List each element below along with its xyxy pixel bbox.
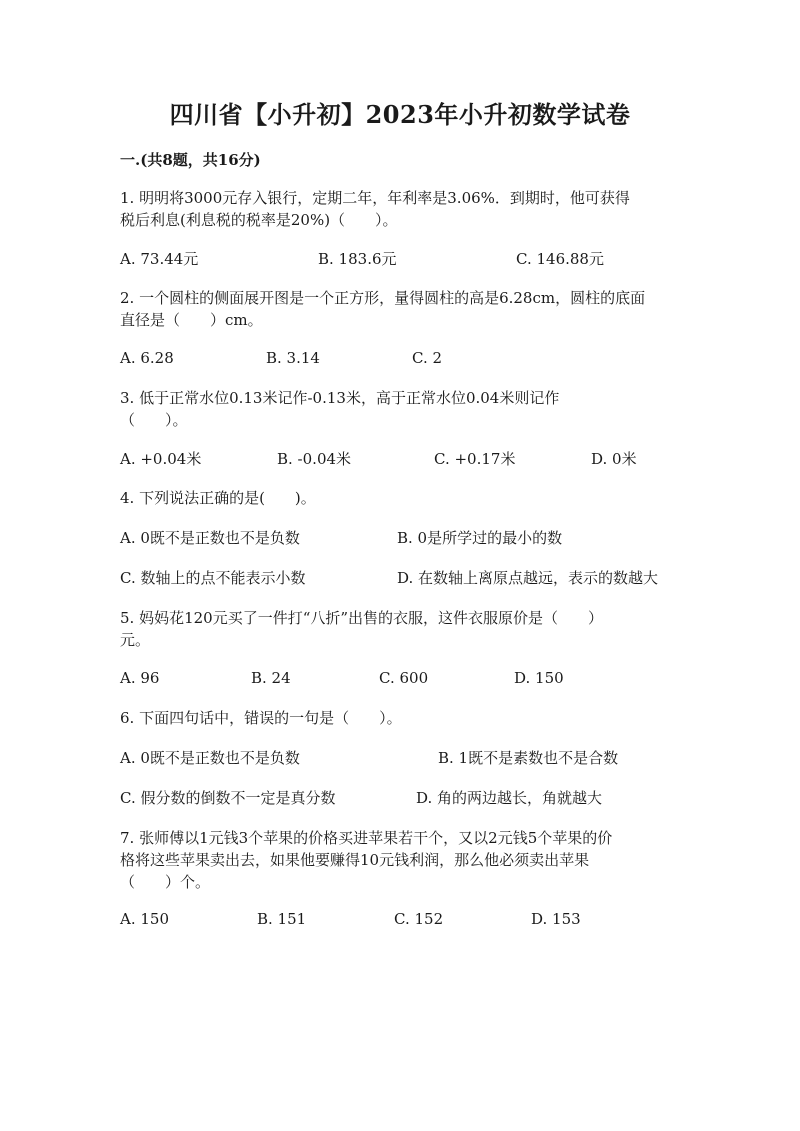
option-b: B. 3.14: [266, 349, 320, 367]
option-a: A. 6.28: [120, 349, 174, 367]
option-c: C. 600: [379, 669, 429, 687]
option-a: A. 96: [120, 669, 160, 687]
option-d: D. 角的两边越长，角就越大: [416, 789, 603, 807]
options-row: [120, 567, 720, 589]
question-line: 元。: [120, 631, 151, 649]
question-3: [120, 387, 680, 431]
option-a: A. 0既不是正数也不是负数: [120, 529, 300, 547]
question-line: 6. 下面四句话中，错误的一句是（ ）。: [120, 709, 402, 727]
question-1: [120, 187, 680, 231]
question-4: [120, 487, 680, 509]
options-row: [120, 747, 720, 769]
question-line: 税后利息(利息税的税率是20%)（ ）。: [120, 211, 398, 229]
option-c: C. 152: [394, 910, 444, 928]
question-line: 5. 妈妈花120元买了一件打“八折”出售的衣服，这件衣服原价是（ ）: [120, 609, 604, 627]
option-b: B. 1既不是素数也不是合数: [438, 749, 619, 767]
option-a: A. +0.04米: [120, 450, 202, 468]
options-row: [120, 787, 720, 809]
option-c: C. 数轴上的点不能表示小数: [120, 569, 306, 587]
option-d: D. 150: [514, 669, 564, 687]
option-c: C. +0.17米: [434, 450, 516, 468]
page-title: 四川省【小升初】2023年小升初数学试卷: [169, 100, 631, 129]
option-d: D. 0米: [591, 450, 637, 468]
question-line: 直径是（ ）cm。: [120, 311, 263, 329]
options-row: [120, 527, 720, 549]
option-d: D. 在数轴上离原点越远，表示的数越大: [397, 569, 659, 587]
options-row: [120, 248, 720, 270]
question-line: 3. 低于正常水位0.13米记作-0.13米，高于正常水位0.04米则记作: [120, 389, 560, 407]
question-line: 格将这些苹果卖出去，如果他要赚得10元钱利润，那么他必须卖出苹果: [120, 851, 590, 869]
question-line: 2. 一个圆柱的侧面展开图是一个正方形，量得圆柱的高是6.28cm，圆柱的底面: [120, 289, 646, 307]
question-5: [120, 607, 680, 651]
option-c: C. 假分数的倒数不一定是真分数: [120, 789, 336, 807]
section-heading: 一.(共8题，共16分): [120, 151, 261, 169]
option-a: A. 150: [120, 910, 169, 928]
option-a: A. 73.44元: [120, 250, 199, 268]
question-line: （ ）。: [120, 411, 188, 429]
options-row: [120, 667, 720, 689]
question-2: [120, 287, 680, 331]
question-line: 4. 下列说法正确的是( )。: [120, 489, 316, 507]
option-b: B. 24: [251, 669, 291, 687]
question-line: （ ）个。: [120, 873, 211, 891]
question-6: [120, 707, 680, 729]
option-d: D. 153: [531, 910, 581, 928]
option-b: B. 0是所学过的最小的数: [397, 529, 563, 547]
options-row: [120, 908, 720, 930]
option-b: B. 151: [257, 910, 307, 928]
question-line: 7. 张师傅以1元钱3个苹果的价格买进苹果若干个，又以2元钱5个苹果的价: [120, 829, 613, 847]
options-row: [120, 448, 720, 470]
option-c: C. 146.88元: [516, 250, 604, 268]
question-7: [120, 827, 680, 893]
option-c: C. 2: [412, 349, 443, 367]
option-b: B. -0.04米: [277, 450, 352, 468]
option-b: B. 183.6元: [318, 250, 397, 268]
question-line: 1. 明明将3000元存入银行，定期二年，年利率是3.06%．到期时，他可获得: [120, 189, 630, 207]
option-a: A. 0既不是正数也不是负数: [120, 749, 300, 767]
options-row: [120, 347, 720, 369]
